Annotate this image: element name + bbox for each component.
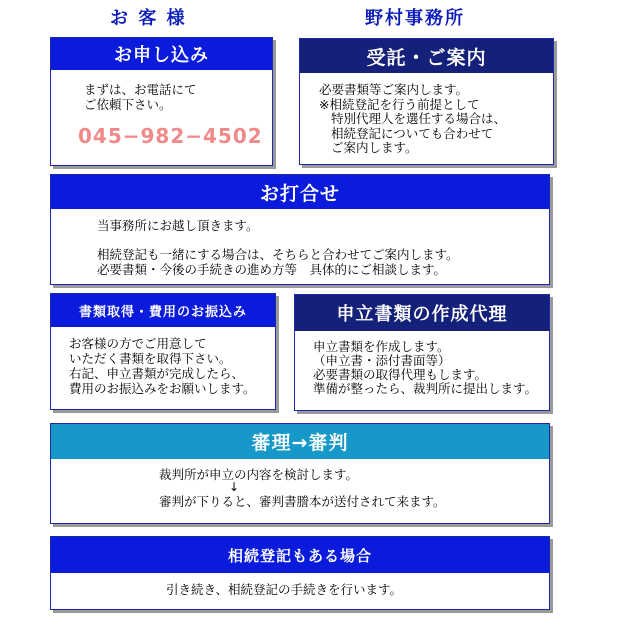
- application-line-1: まずは、お電話にて: [84, 82, 197, 97]
- review-title: 審理→審判: [51, 424, 549, 459]
- meeting-line-2: 相続登記も一緒にする場合は、そちらと合わせてご案内します。: [97, 247, 459, 262]
- review-line-1: 裁判所が申立の内容を検討します。: [159, 467, 359, 482]
- review-body: [51, 459, 549, 509]
- reception-box: [299, 38, 554, 165]
- reception-line-5: ご案内します。: [331, 140, 418, 155]
- review-box: [50, 423, 550, 524]
- meeting-line-3: 必要書類・今後の手続きの進め方等 具体的にご相談します。: [97, 262, 447, 277]
- meeting-title: お打合せ: [51, 175, 549, 209]
- office-heading: 野村事務所: [365, 8, 465, 29]
- reception-line-4: 相続登記についても合わせて: [331, 125, 494, 141]
- documents-line-2: いただく書類を取得下さい。: [69, 351, 232, 366]
- petition-line-3: 必要書類の取得代理もします。: [313, 367, 488, 382]
- documents-line-4: 費用のお振込みをお願いします。: [69, 381, 256, 396]
- application-body: [51, 70, 272, 112]
- meeting-box: [50, 174, 550, 285]
- application-line-2: ご依頼下さい。: [84, 97, 172, 112]
- documents-title: 書類取得・費用のお振込み: [51, 294, 275, 327]
- documents-line-1: お客様の方でご用意して: [69, 336, 207, 351]
- reception-line-1: 必要書類等ご案内します。: [319, 82, 469, 97]
- application-box: [50, 37, 273, 166]
- inheritance-line-1: 引き続き、相続登記の手続きを行います。: [166, 582, 403, 597]
- phone-number: 045−982−4502: [78, 124, 263, 148]
- review-line-2: 審判が下りると、審判書謄本が送付されて来ます。: [159, 494, 446, 509]
- inheritance-box: [50, 536, 550, 610]
- customer-heading: お 客 様: [110, 8, 187, 29]
- application-title: お申し込み: [51, 38, 272, 70]
- petition-line-2: （申立書・添付書面等）: [313, 353, 451, 368]
- down-arrow-icon: ↓: [229, 480, 240, 494]
- documents-box: [50, 293, 276, 410]
- petition-line-1: 申立書類を作成します。: [313, 339, 450, 354]
- documents-body: [51, 327, 275, 396]
- petition-box: [294, 294, 550, 411]
- petition-body: [295, 331, 549, 396]
- reception-title: 受託・ご案内: [300, 39, 553, 73]
- reception-body: [300, 73, 553, 156]
- meeting-line-1: 当事務所にお越し頂きます。: [97, 218, 259, 233]
- inheritance-title: 相続登記もある場合: [51, 537, 549, 573]
- reception-line-2: ※相続登記を行う前提として: [319, 96, 480, 112]
- inheritance-body: [51, 573, 549, 597]
- documents-line-3: 右記、申立書類が完成したら、: [69, 366, 245, 381]
- petition-title: 申立書類の作成代理: [295, 295, 549, 331]
- petition-line-4: 準備が整ったら、裁判所に提出します。: [313, 381, 538, 396]
- meeting-body: [51, 209, 549, 277]
- reception-line-3: 特別代理人を選任する場合は、: [331, 111, 507, 126]
